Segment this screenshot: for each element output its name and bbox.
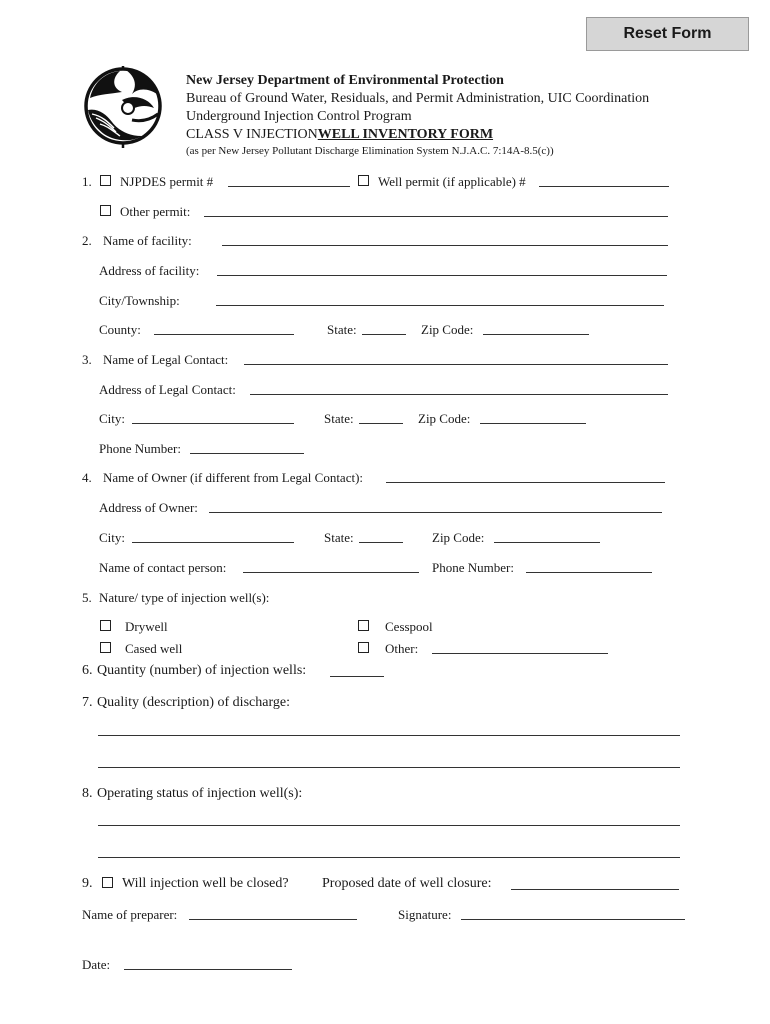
form-title-part-b: WELL INVENTORY FORM <box>317 127 494 142</box>
section-8-number: 8. <box>82 786 93 801</box>
section-9-number: 9. <box>82 876 93 891</box>
cased-well-label: Cased well <box>125 641 183 656</box>
legal-contact-zip-label: Zip Code: <box>418 411 471 426</box>
operating-status-field-2[interactable] <box>98 857 680 858</box>
well-closure-label: Will injection well be closed? <box>122 876 289 891</box>
signature-label: Signature: <box>398 907 452 922</box>
date-label: Date: <box>82 957 111 972</box>
legal-contact-state-label: State: <box>324 411 354 426</box>
facility-address-field[interactable] <box>217 275 667 276</box>
form-title <box>186 126 493 143</box>
operating-status-field-1[interactable] <box>98 825 680 826</box>
preparer-field[interactable] <box>189 919 357 920</box>
cesspool-checkbox[interactable] <box>358 620 369 631</box>
discharge-quality-label: Quality (description) of discharge: <box>97 695 290 710</box>
other-permit-label: Other permit: <box>120 204 191 219</box>
section-3-number: 3. <box>82 352 92 367</box>
facility-zip-field[interactable] <box>483 334 589 335</box>
owner-name-label: Name of Owner (if different from Legal Contact): <box>103 470 364 485</box>
closure-date-field[interactable] <box>511 889 679 890</box>
legal-contact-zip-field[interactable] <box>480 423 586 424</box>
facility-name-label: Name of facility: <box>103 233 192 248</box>
drywell-label: Drywell <box>125 619 168 634</box>
owner-contact-person-field[interactable] <box>243 572 419 573</box>
njpdes-field[interactable] <box>228 186 350 187</box>
facility-name-field[interactable] <box>222 245 668 246</box>
well-quantity-field[interactable] <box>330 676 384 677</box>
facility-county-label: County: <box>99 322 141 337</box>
owner-state-field[interactable] <box>359 542 403 543</box>
cesspool-label: Cesspool <box>385 619 433 634</box>
legal-contact-phone-label: Phone Number: <box>99 441 181 456</box>
well-type-label: Nature/ type of injection well(s): <box>99 590 270 605</box>
legal-contact-phone-field[interactable] <box>190 453 304 454</box>
owner-state-label: State: <box>324 530 354 545</box>
owner-phone-label: Phone Number: <box>432 560 514 575</box>
operating-status-label: Operating status of injection well(s): <box>97 786 303 801</box>
signature-field[interactable] <box>461 919 685 920</box>
well-closure-checkbox[interactable] <box>102 877 113 888</box>
well-quantity-label: Quantity (number) of injection wells: <box>97 663 307 678</box>
owner-zip-field[interactable] <box>494 542 600 543</box>
legal-contact-name-field[interactable] <box>244 364 668 365</box>
other-well-label: Other: <box>385 641 419 656</box>
other-well-field[interactable] <box>432 653 608 654</box>
facility-zip-label: Zip Code: <box>421 322 474 337</box>
legal-contact-city-field[interactable] <box>132 423 294 424</box>
owner-phone-field[interactable] <box>526 572 652 573</box>
facility-address-label: Address of facility: <box>99 263 200 278</box>
legal-contact-name-label: Name of Legal Contact: <box>103 352 229 367</box>
legal-contact-address-field[interactable] <box>250 394 668 395</box>
owner-city-field[interactable] <box>132 542 294 543</box>
facility-state-label: State: <box>327 322 357 337</box>
facility-city-field[interactable] <box>216 305 664 306</box>
facility-city-label: City/Township: <box>99 293 180 308</box>
njpdes-checkbox[interactable] <box>100 175 111 186</box>
legal-contact-city-label: City: <box>99 411 126 426</box>
well-permit-label: Well permit (if applicable) # <box>378 174 526 189</box>
drywell-checkbox[interactable] <box>100 620 111 631</box>
owner-address-label: Address of Owner: <box>99 500 198 515</box>
section-4-number: 4. <box>82 470 92 485</box>
bureau-name: Bureau of Ground Water, Residuals, and Permit Administration, UIC Coordination <box>186 91 650 106</box>
other-well-checkbox[interactable] <box>358 642 369 653</box>
owner-city-label: City: <box>99 530 126 545</box>
citation: (as per New Jersey Pollutant Discharge Elimination System N.J.A.C. 7:14A-8.5(c)) <box>186 145 554 157</box>
cased-well-checkbox[interactable] <box>100 642 111 653</box>
date-field[interactable] <box>124 969 292 970</box>
form-title-part-a: CLASS V INJECTION <box>186 127 318 142</box>
owner-address-field[interactable] <box>209 512 662 513</box>
well-permit-field[interactable] <box>539 186 669 187</box>
discharge-quality-field-1[interactable] <box>98 735 680 736</box>
owner-name-field[interactable] <box>386 482 665 483</box>
discharge-quality-field-2[interactable] <box>98 767 680 768</box>
other-permit-checkbox[interactable] <box>100 205 111 216</box>
legal-contact-address-label: Address of Legal Contact: <box>99 382 236 397</box>
closure-date-label: Proposed date of well closure: <box>322 876 492 891</box>
section-7-number: 7. <box>82 695 93 710</box>
facility-county-field[interactable] <box>154 334 294 335</box>
preparer-label: Name of preparer: <box>82 907 178 922</box>
legal-contact-state-field[interactable] <box>359 423 403 424</box>
facility-state-field[interactable] <box>362 334 406 335</box>
section-2-number: 2. <box>82 233 92 248</box>
njpdes-label: NJPDES permit # <box>120 174 214 189</box>
other-permit-field[interactable] <box>204 216 668 217</box>
agency-name: New Jersey Department of Environmental Protection <box>186 73 504 88</box>
section-5-number: 5. <box>82 590 92 605</box>
program-name: Underground Injection Control Program <box>186 109 412 124</box>
section-1-number: 1. <box>82 174 92 189</box>
section-6-number: 6. <box>82 663 93 678</box>
owner-contact-person-label: Name of contact person: <box>99 560 227 575</box>
njdep-seal-icon <box>82 64 164 150</box>
reset-form-button[interactable]: Reset Form <box>586 17 749 51</box>
owner-zip-label: Zip Code: <box>432 530 485 545</box>
well-permit-checkbox[interactable] <box>358 175 369 186</box>
